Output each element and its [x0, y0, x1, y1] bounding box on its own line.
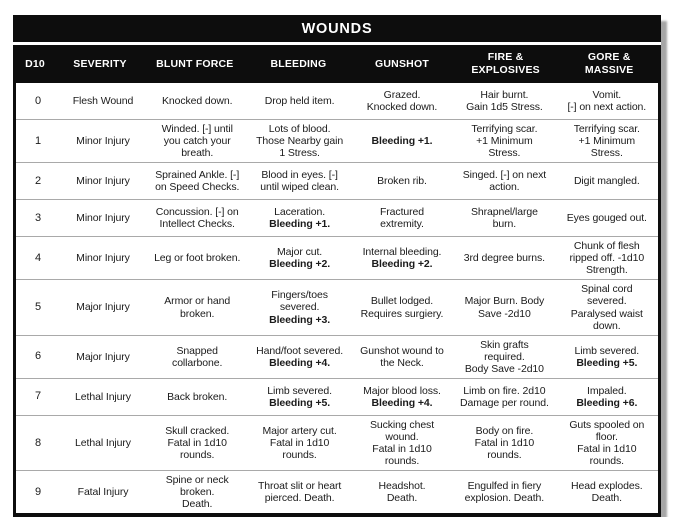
cell-text: Sucking chest wound.	[369, 418, 435, 443]
cell-text: Chunk of flesh ripped off. -1d10 Strength.	[569, 240, 645, 277]
gore-massive-cell	[556, 280, 658, 334]
gunshot-cell	[351, 83, 453, 119]
table-row	[16, 378, 658, 415]
cell-text: Armor or hand broken.	[164, 295, 231, 320]
severity-cell	[60, 120, 146, 162]
cell-text: Major artery cut.	[262, 424, 337, 437]
cell-text: Fatal in 1d10 rounds.	[167, 436, 227, 461]
fire-explosives-cell	[453, 120, 555, 162]
cell-text: Lethal Injury	[75, 436, 131, 449]
cell-text: Major cut.	[277, 246, 323, 259]
d10-cell	[16, 200, 60, 236]
cell-text: Hand/foot severed.	[256, 344, 344, 357]
cell-text: Engulfed in fiery explosion. Death.	[464, 480, 545, 505]
cell-text: Fingers/toes severed.	[271, 289, 328, 314]
table-row	[16, 119, 658, 162]
cell-text: Body Save -2d10	[464, 362, 544, 375]
gore-massive-cell	[556, 83, 658, 119]
d10-cell	[16, 83, 60, 119]
fire-explosives-cell	[453, 237, 555, 279]
bleeding-cell	[248, 120, 350, 162]
cell-text: Bleeding +1.	[371, 135, 433, 148]
cell-text: Limb severed.	[574, 344, 640, 357]
cell-text: Eyes gouged out.	[566, 212, 647, 225]
cell-text: Vomit.	[592, 88, 622, 101]
cell-text: 4	[34, 251, 42, 264]
d10-cell	[16, 120, 60, 162]
cell-text: Death.	[591, 492, 622, 505]
d10-cell	[16, 416, 60, 470]
cell-text: 6	[34, 350, 42, 363]
cell-text: Laceration.	[274, 206, 326, 219]
cell-text: +1 Minimum Stress.	[578, 135, 636, 160]
bleeding-cell	[248, 200, 350, 236]
bleeding-cell	[248, 280, 350, 334]
cell-text: Minor Injury	[76, 175, 130, 188]
bleeding-cell	[248, 83, 350, 119]
cell-text: +1 Minimum Stress.	[476, 135, 533, 160]
cell-text: Minor Injury	[76, 212, 130, 225]
cell-text: Leg or foot broken.	[154, 252, 241, 265]
blunt-force-cell	[146, 379, 248, 415]
cell-text: Shrapnel/large burn.	[470, 206, 538, 231]
cell-text: Singed. [-] on next action.	[462, 169, 547, 194]
table-row	[16, 162, 658, 199]
table-row	[16, 236, 658, 279]
fire-explosives-cell	[453, 200, 555, 236]
cell-text: Hair burnt.	[480, 88, 529, 101]
header-cell-gunshot: GUNSHOT	[375, 57, 429, 70]
gunshot-cell	[351, 379, 453, 415]
bleeding-cell	[248, 379, 350, 415]
cell-text: Drop held item.	[264, 94, 335, 107]
cell-text: 7	[34, 390, 42, 403]
table-header-row	[13, 45, 661, 83]
cell-text: Major Injury	[76, 301, 130, 314]
fire-explosives-cell	[453, 280, 555, 334]
fire-explosives-cell	[453, 379, 555, 415]
cell-text: Fatal in 1d10 rounds.	[577, 442, 637, 467]
gore-massive-cell	[556, 379, 658, 415]
severity-cell	[60, 336, 146, 378]
cell-text: Lethal Injury	[75, 390, 131, 403]
table-title-bar	[13, 15, 661, 42]
cell-text: [-] on next action.	[567, 101, 647, 113]
header-cell-gore-massive: GORE & MASSIVE	[584, 51, 634, 76]
cell-text: Requires surgiery.	[360, 307, 444, 320]
cell-text: Digit mangled.	[573, 175, 640, 188]
cell-text: Death.	[386, 492, 418, 505]
bleeding-cell	[248, 416, 350, 470]
blunt-force-cell	[146, 416, 248, 470]
cell-text: Bleeding +5.	[269, 396, 331, 409]
header-cell-blunt-force: BLUNT FORCE	[156, 57, 234, 70]
cell-text: Impaled.	[587, 384, 627, 397]
blunt-force-cell	[146, 83, 248, 119]
cell-text: Bleeding +2.	[269, 258, 331, 271]
cell-text: Spinal cord severed.	[581, 283, 633, 308]
cell-text: Fractured extremity.	[379, 206, 425, 231]
cell-text: Snapped collarbone.	[172, 344, 223, 369]
cell-text: Grazed.	[383, 88, 421, 101]
cell-text: 0	[34, 94, 42, 107]
fire-explosives-cell	[453, 163, 555, 199]
severity-cell	[60, 471, 146, 513]
bleeding-cell	[248, 163, 350, 199]
gunshot-cell	[351, 336, 453, 378]
d10-cell	[16, 237, 60, 279]
bleeding-cell	[248, 471, 350, 513]
severity-cell	[60, 280, 146, 334]
cell-text: Lots of blood. Those Nearby gain 1 Stress.	[256, 123, 344, 160]
severity-cell	[60, 83, 146, 119]
cell-text: Major blood loss.	[363, 384, 441, 397]
cell-text: Bleeding +1.	[269, 218, 331, 231]
gunshot-cell	[351, 163, 453, 199]
cell-text: Spine or neck broken.	[165, 474, 229, 499]
blunt-force-cell	[146, 280, 248, 334]
cell-text: Minor Injury	[76, 135, 130, 148]
cell-text: Bleeding +5.	[576, 356, 638, 369]
d10-cell	[16, 471, 60, 513]
fire-explosives-cell	[453, 416, 555, 470]
cell-text: Knocked down.	[366, 101, 438, 113]
table-row	[16, 83, 658, 119]
cell-text: Fatal in 1d10 rounds.	[372, 442, 432, 467]
table-row	[16, 335, 658, 378]
table-row	[16, 199, 658, 236]
gore-massive-cell	[556, 416, 658, 470]
gunshot-cell	[351, 471, 453, 513]
cell-text: Fatal in 1d10 rounds.	[474, 436, 535, 461]
cell-text: 1	[34, 134, 42, 147]
fire-explosives-cell	[453, 83, 555, 119]
gore-massive-cell	[556, 471, 658, 513]
cell-text: Bleeding +4.	[371, 396, 433, 409]
gunshot-cell	[351, 280, 453, 334]
wounds-table	[13, 15, 661, 517]
cell-text: Throat slit or heart pierced. Death.	[257, 480, 342, 505]
cell-text: Concussion. [-] on Intellect Checks.	[155, 206, 239, 231]
cell-text: Internal bleeding.	[362, 246, 442, 259]
blunt-force-cell	[146, 237, 248, 279]
severity-cell	[60, 200, 146, 236]
cell-text: Fatal in 1d10 rounds.	[269, 436, 330, 461]
cell-text: Body on fire.	[475, 424, 534, 437]
cell-text: Sprained Ankle. [-] on Speed Checks.	[155, 169, 240, 194]
d10-cell	[16, 280, 60, 334]
bleeding-cell	[248, 237, 350, 279]
bleeding-cell	[248, 336, 350, 378]
cell-text: Bleeding +3.	[269, 313, 331, 326]
cell-text: Knocked down.	[161, 94, 233, 107]
cell-text: Winded. [-] until you catch your breath.	[161, 123, 233, 160]
cell-text: Minor Injury	[76, 252, 130, 265]
cell-text: Terrifying scar.	[471, 123, 538, 135]
cell-text: 8	[34, 436, 42, 449]
cell-text: Death.	[182, 498, 213, 511]
cell-text: Head explodes.	[571, 480, 643, 493]
blunt-force-cell	[146, 200, 248, 236]
cell-text: Gunshot wound to the Neck.	[360, 344, 444, 369]
cell-text: Fatal Injury	[77, 486, 129, 499]
severity-cell	[60, 379, 146, 415]
header-cell-bleeding: BLEEDING	[270, 57, 327, 70]
table-row	[16, 279, 658, 334]
cell-text: Bleeding +6.	[576, 396, 638, 409]
severity-cell	[60, 416, 146, 470]
blunt-force-cell	[146, 471, 248, 513]
cell-text: Skin grafts required.	[480, 338, 529, 363]
cell-text: 5	[34, 301, 42, 314]
gore-massive-cell	[556, 237, 658, 279]
table-row	[16, 470, 658, 513]
gunshot-cell	[351, 200, 453, 236]
header-cell-severity: SEVERITY	[73, 57, 127, 70]
gore-massive-cell	[556, 200, 658, 236]
fire-explosives-cell	[453, 336, 555, 378]
cell-text: Bullet lodged.	[370, 295, 434, 308]
gore-massive-cell	[556, 163, 658, 199]
severity-cell	[60, 237, 146, 279]
cell-text: Blood in eyes. [-] until wiped clean.	[260, 169, 339, 194]
header-cell-d10: D10	[25, 57, 45, 70]
blunt-force-cell	[146, 120, 248, 162]
gunshot-cell	[351, 120, 453, 162]
cell-text: Guts spooled on floor.	[569, 418, 645, 443]
blunt-force-cell	[146, 163, 248, 199]
cell-text: Bleeding +4.	[269, 356, 331, 369]
cell-text: Gain 1d5 Stress.	[466, 101, 543, 113]
cell-text: Broken rib.	[377, 175, 427, 188]
table-row	[16, 415, 658, 470]
cell-text: 9	[34, 485, 42, 498]
gunshot-cell	[351, 416, 453, 470]
severity-cell	[60, 163, 146, 199]
cell-text: Flesh Wound	[72, 94, 134, 107]
cell-text: 3rd degree burns.	[463, 252, 545, 265]
gore-massive-cell	[556, 120, 658, 162]
cell-text: Limb severed.	[267, 384, 332, 397]
cell-text: Paralysed waist down.	[570, 307, 643, 332]
cell-text: Terrifying scar.	[573, 123, 640, 135]
cell-text: Major Burn. Body Save -2d10	[464, 295, 545, 320]
header-cell-fire-explosives: FIRE & EXPLOSIVES	[471, 51, 540, 76]
cell-text: Back broken.	[167, 390, 228, 403]
table-body	[13, 83, 661, 517]
cell-text: Headshot.	[378, 480, 426, 493]
d10-cell	[16, 163, 60, 199]
cell-text: 2	[34, 174, 42, 187]
gunshot-cell	[351, 237, 453, 279]
blunt-force-cell	[146, 336, 248, 378]
table-title: WOUNDS	[301, 21, 373, 37]
cell-text: Major Injury	[76, 350, 130, 363]
cell-text: Limb on fire. 2d10 Damage per round.	[460, 384, 549, 409]
d10-cell	[16, 336, 60, 378]
cell-text: 3	[34, 211, 42, 224]
fire-explosives-cell	[453, 471, 555, 513]
gore-massive-cell	[556, 336, 658, 378]
d10-cell	[16, 379, 60, 415]
cell-text: Bleeding +2.	[371, 258, 433, 271]
cell-text: Skull cracked.	[165, 424, 230, 437]
